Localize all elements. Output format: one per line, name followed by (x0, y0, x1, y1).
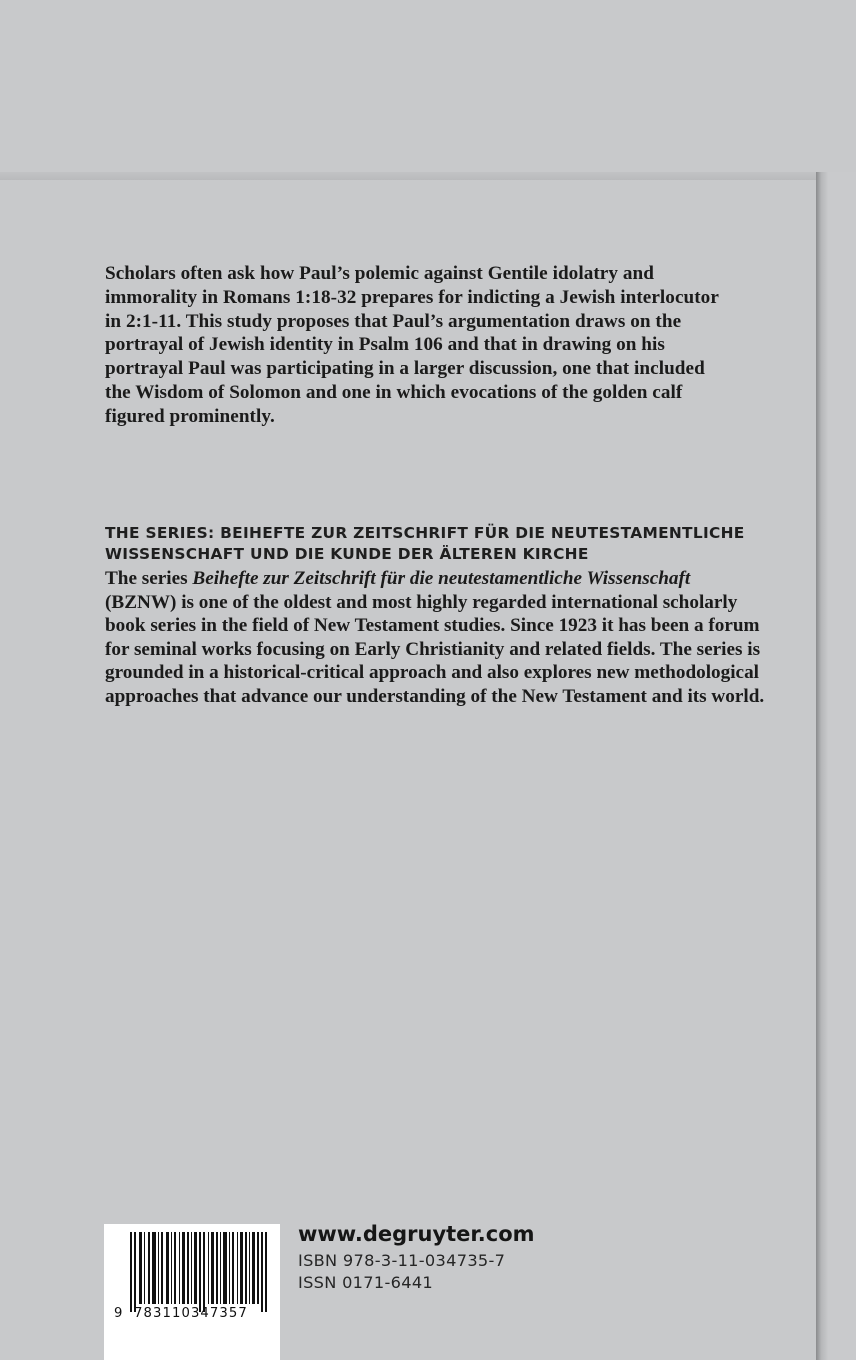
series-heading (105, 523, 765, 565)
cover-top-shadow (0, 172, 826, 180)
barcode-digits: 783110347357 (134, 1306, 248, 1321)
barcode-lead-digit: 9 (114, 1306, 123, 1321)
book-blurb: Scholars often ask how Paul’s polemic against Gentile idolatry and immorality in Romans 1:18-32 prepares for indicting a Jewish interlocutor in 2:1-11. This study proposes that Paul’s argumentation draws on the portrayal of Jewish identity in Psalm 106 and that in drawing on his portrayal Paul was participating in a larger discussion, one that included the Wisdom of Solomon and one in which evocations of the golden calf figured prominently. (105, 263, 719, 427)
series-description (105, 567, 765, 709)
barcode-icon (104, 1224, 280, 1360)
series-intro: The series (105, 568, 193, 589)
background-band (0, 0, 856, 172)
series-title: Beihefte zur Zeitschrift für die neutestamentliche Wissenschaft (192, 568, 691, 589)
barcode (104, 1224, 280, 1360)
issn: ISSN 0171-6441 (298, 1273, 434, 1292)
series-heading-line-1: THE SERIES: BEIHEFTE ZUR ZEITSCHRIFT FÜR DIE NEUTESTAMENTLICHE (105, 524, 745, 542)
series-heading-line-2: WISSENSCHAFT UND DIE KUNDE DER ÄLTEREN KIRCHE (105, 545, 589, 563)
series-body-text: (BZNW) is one of the oldest and most highly regarded international scholarly book series in the field of New Testament studies. Since 1923 it has been a forum for seminal works focusing on Early Christianity and related fields. The series is grounded in a historical-critical approach and also explores new methodological approaches that advance our understanding of the New Testament and its world. (105, 591, 765, 707)
isbn: ISBN 978-3-11-034735-7 (298, 1251, 506, 1270)
publisher-url: www.degruyter.com (298, 1222, 535, 1246)
cover-right-shadow (816, 172, 828, 1360)
